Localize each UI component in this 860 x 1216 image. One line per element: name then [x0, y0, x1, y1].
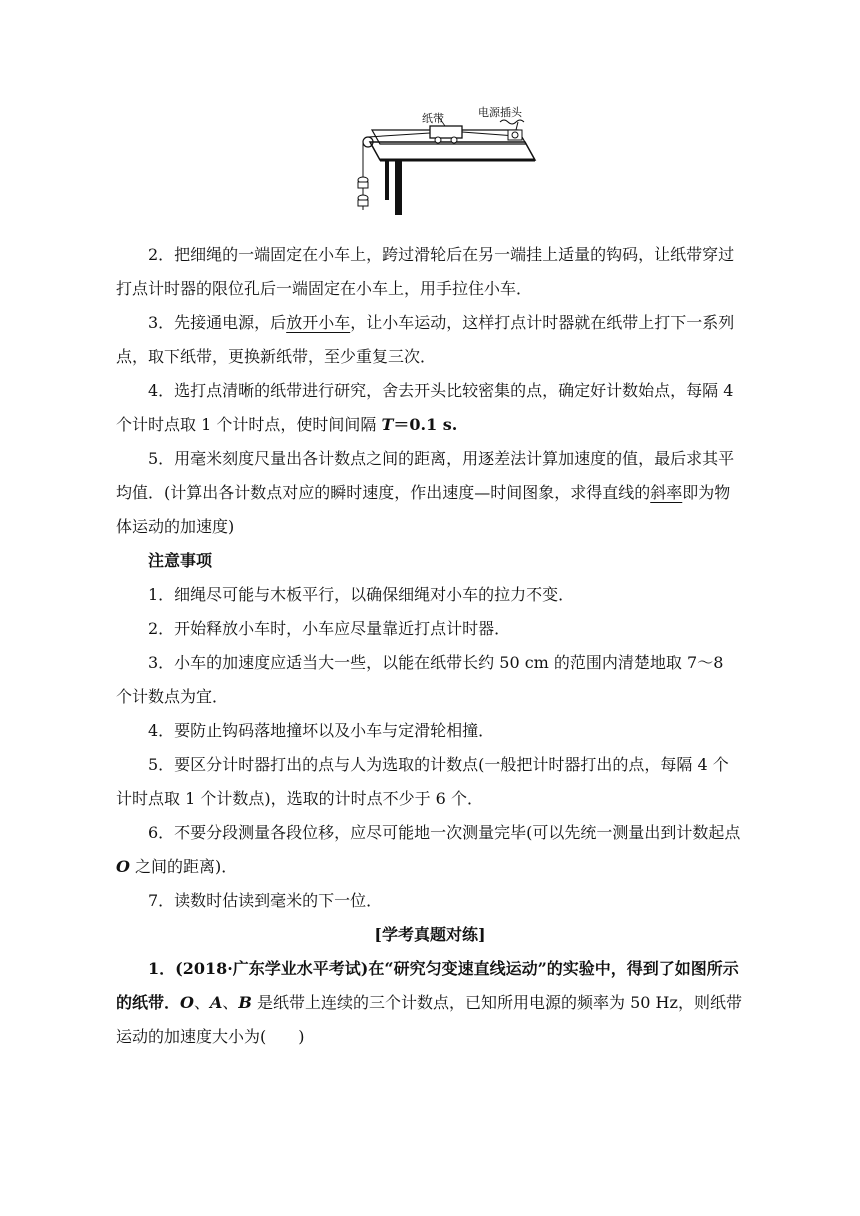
symbol-O: O [116, 857, 130, 876]
underline-release-cart: 放开小车 [286, 313, 351, 332]
note-2: 2．开始释放小车时，小车应尽量靠近打点计时器． [148, 619, 511, 638]
practice-title: [学考真题对练] [374, 925, 486, 944]
step-5: 5．用毫米刻度尺量出各计数点之间的距离，用逐差法计算加速度的值，最后求其平均值．(计算出各计数点对应的瞬时速度，作出速度—时间图象，求得直线的斜率即为物体运动的加速度) [116, 449, 735, 536]
step-4: 4．选打点清晰的纸带进行研究，舍去开头比较密集的点，确定好计数始点，每隔 4 个计时点取 1 个计时点，使时间间隔 T＝0.1 s. [116, 381, 734, 434]
note-6: 6．不要分段测量各段位移，应尽可能地一次测量完毕(可以先统一测量出到计数起点 O 之间的距离)． [116, 823, 741, 876]
question-1: 1．(2018·广东学业水平考试)在“研究匀变速直线运动”的实验中，得到了如图所示的纸带．O、A、B 是纸带上连续的三个计数点，已知所用电源的频率为 50 Hz，则纸带运动的加速度大小为( ) [116, 959, 742, 1046]
note-1: 1．细绳尽可能与木板平行，以确保细绳对小车的拉力不变． [148, 585, 575, 604]
experiment-figure [350, 100, 540, 220]
note-4: 4．要防止钩码落地撞坏以及小车与定滑轮相撞． [148, 721, 495, 740]
symbol-T: T [381, 415, 394, 434]
label-paper-tape: 纸带 [422, 112, 444, 125]
step-2: 2．把细绳的一端固定在小车上，跨过滑轮后在另一端挂上适量的钩码，让纸带穿过打点计时器的限位孔后一端固定在小车上，用手拉住小车． [116, 245, 735, 298]
note-5: 5．要区分计时器打出的点与人为选取的计数点(一般把计时器打出的点，每隔 4 个计时点取 1 个计数点)，选取的计时点不少于 6 个． [116, 755, 729, 808]
underline-slope: 斜率 [650, 483, 683, 502]
notes-title: 注意事项 [148, 551, 213, 570]
note-7: 7．读数时估读到毫米的下一位． [148, 891, 383, 910]
note-3: 3．小车的加速度应适当大一些，以能在纸带长约 50 cm 的范围内清楚地取 7～8 个计数点为宜． [116, 653, 724, 706]
label-power-plug: 电源插头 [478, 106, 522, 119]
step-3: 3．先接通电源，后放开小车，让小车运动，这样打点计时器就在纸带上打下一系列点，取下纸带，更换新纸带，至少重复三次． [116, 313, 735, 366]
